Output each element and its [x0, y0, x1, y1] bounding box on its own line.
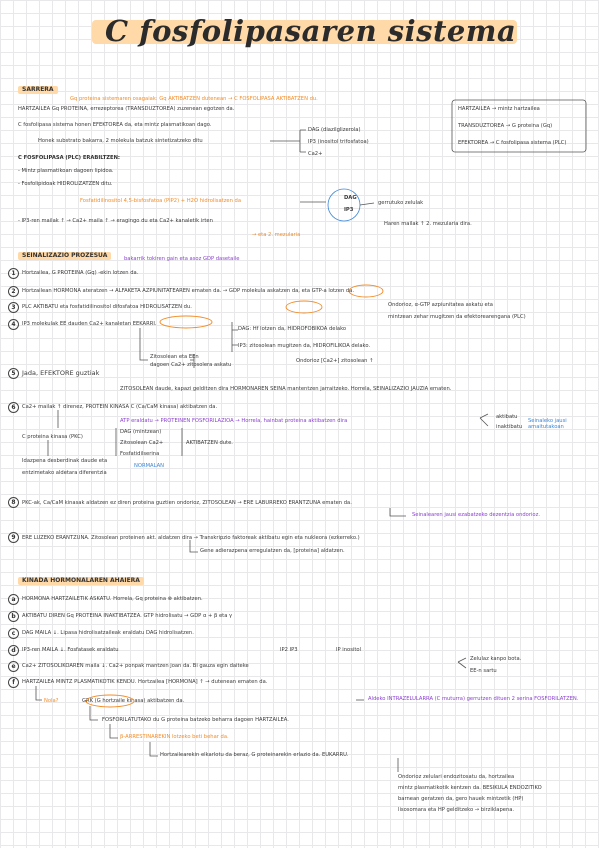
kinada-k4: IP3-ren MAILA ↓. Fosfatasek eraldatu	[22, 647, 119, 653]
kinada-k6i: barnean geratzen da, gero hauek mintzetik (HP)	[398, 796, 524, 802]
sarrera-right2: Haren mailak ↑ 2. mezularia dira.	[384, 221, 472, 227]
seinal-s1: Hortzailea, G PROTEINA (Gq) -ekin lotzen da.	[22, 270, 139, 276]
seinal-s6b: ATP eraldatu → PROTEINEN FOSFORILAZIOA → Horrela, hainbat proteina aktibatzen dira	[120, 418, 348, 424]
k-step-c: c	[8, 628, 19, 639]
seinal-s6d: inaktibatu	[496, 424, 523, 430]
sarrera-line9: - IP3-ren mailak ↑ → Ca2+ maila ↑ → eragingo du eta Ca2+ kanaletik irten	[18, 218, 213, 224]
ca-split	[458, 658, 466, 668]
box-line2: TRANSDUZTOREA → G proteina (Gq)	[458, 123, 553, 129]
seinal-s6c: aktibatu	[496, 414, 518, 420]
kinada-k4c: IP inositol	[336, 647, 362, 653]
sarrera-split2: IP3 (inositol trifosfatoa)	[308, 139, 369, 145]
kinada-k6c: Aldeko INTRAZELULARRA (C muturra) gerrutzen dituen 2 serina FOSFORILATZEN.	[368, 696, 579, 702]
summary-box	[452, 100, 586, 152]
step-9: 9	[8, 532, 19, 543]
kinada-k6: HARTZAILEA MINTZ PLASMATIKOTIK KENDU. Hortzailea [HORMONA] ↑ → dutenean ematen da.	[22, 679, 268, 685]
kinada-k1: HORMONA HARTZAILETIK ASKATU. Horrela, Gq proteina ⊗ aktibatzen.	[22, 596, 203, 602]
eukarru-arrow	[150, 742, 158, 756]
seinal-s4b: IP3: zitosolean mugitzen da, HIDROFILIKOA delako.	[238, 343, 371, 349]
gene-arrow	[190, 540, 198, 552]
sarrera-dag: DAG	[344, 195, 357, 201]
step-2: 2	[8, 286, 19, 297]
sarrera-line4: Honek substrato bakarra, 2 molekula batzuk sintetizatzeko ditu	[38, 138, 203, 144]
page-title: C fosfolipasaren sistema	[105, 14, 517, 48]
seinal-s6e: Seinaleko jausi amaitutakoan	[528, 418, 567, 430]
step-1: 1	[8, 268, 19, 279]
kinada-k6h: mintz plasmatikotik kentzen da. BESIKULA ENDOZITIKO	[398, 785, 542, 791]
kinada-k6e: β-ARRESTINAREKIN lotzeko beti behar da.	[120, 734, 229, 740]
kinada-k6d: FOSFORILATUTAKO du G proteina batzeko beharra dagoen HARTZAILEA.	[102, 717, 289, 723]
sarrera-line3: C fosfolipasa sistema honen EFEKTOREA da, eta mintz plasmatikoan dago.	[18, 122, 212, 128]
k-step-f: f	[8, 677, 19, 688]
seinal-s7e: AKTIBATZEN dute.	[186, 440, 233, 446]
step-5: 5	[8, 368, 19, 379]
seinal-s7d: Fosfatidilserina	[120, 451, 160, 457]
seinal-s4e: dagoen Ca2+ zitosolera askatu	[150, 362, 232, 368]
sarrera-line1: Gq proteina sistemaren osagaiak: Gq AKTIBATZEN dutenean → C FOSFOLIPASA AKTIBATZEN du.	[70, 96, 318, 102]
sarrera-split3: Ca2+	[308, 151, 323, 157]
split-bracket	[270, 130, 306, 152]
ca-channel-circle	[160, 316, 212, 328]
seinal-s5: Jada, EFEKTORE guztiak	[22, 369, 100, 377]
kinada-k6j: lisosomara eta HP gelditzeko → birziklapena.	[398, 807, 515, 813]
seinal-s8: PKC-ak, Ca/CaM kinasak aldatzen ez diren proteina guztien ondorioz, ZITOSOLEAN → ERE LABURREKO ERANTZUNA ematen da.	[22, 500, 352, 506]
sarrera-line7: - Fosfolipidoak HIDROLIZATZEN ditu.	[18, 181, 113, 187]
k-step-e: e	[8, 661, 19, 672]
seinal-s6: Ca2+ mailak ↑ direnez, PROTEIN KINASA C (Ca/CaM kinasa) aktibatzen da.	[22, 404, 218, 410]
step-6: 6	[8, 402, 19, 413]
sarrera-line10: → eta 2. mezularia	[252, 232, 301, 238]
ere-arrow	[390, 508, 406, 516]
seinal-s9: ERE LUZEKO ERANTZUNA. Zitosolean proteinen akt. aldatzen dira → Transkripzio faktoreak aktibatu egin eta nukleora (ezkerreko.)	[22, 535, 360, 541]
box-line1: HARTZAILEA → mintz hartzailea	[458, 106, 540, 112]
seinal-s3: PLC AKTIBATU eta fosfatidilinositol difosfatoa HIDROLISATZEN du.	[22, 304, 192, 310]
hydrol-circle	[286, 301, 322, 313]
box-line3: EFEKTOREA → C fosfolipasa sistema (PLC)	[458, 140, 567, 146]
kinada-k3: DAG MAILA ↓. Lipasa hidrolisatzaileak eraldatu DAG hidrolisatzen.	[22, 630, 194, 636]
gdp-circle	[349, 285, 383, 297]
arr-arrow	[110, 724, 118, 738]
seinal-note: bakarrik tokiren gain eta asoz GDP dasetaile	[124, 256, 240, 262]
sarrera-line8: Fosfatidilinositol 4,5-bisfosfatoa (PIP2) + H2O hidrolisatzen da	[80, 198, 242, 204]
k-step-d: d	[8, 645, 19, 656]
ca-bracket	[190, 354, 194, 368]
seinal-s7b: DAG (mintzean)	[120, 429, 162, 435]
seinal-s7f: NORMALAN	[134, 463, 165, 469]
seinal-s2b: Ondorioz, α-GTP azpiunitatea askatu eta	[388, 302, 493, 308]
kinada-k2: AKTIBATU DIREN Gq PROTEINA INAKTIBATZEA. GTP hidrolisatu → GDP α + β eta γ	[22, 613, 233, 619]
seinal-s7a: C proteina kinasa (PKC)	[22, 434, 83, 440]
kinada-k6g: Ondorioz zelulari endozitosatu da, hortzailea	[398, 774, 515, 780]
kinada-k6b: GRK (G hortzaile kinasa) aktibatzen da.	[82, 698, 185, 704]
pkc-bracket	[116, 428, 182, 456]
dag-ip3-circle	[328, 189, 360, 221]
seinal-s2c: mintzean zehar mugitzen da efektorearengana (PLC)	[388, 314, 526, 320]
arrow-products	[360, 203, 374, 205]
seinal-s7g: Idazpena desberdinak daude eta	[22, 458, 108, 464]
sarrera-split1: DAG (diazilglizerola)	[308, 127, 361, 133]
seinal-s7c: Zitosolean Ca2+	[120, 440, 164, 446]
seinal-s4a: DAG: Hf lotzen da, HIDROFOBIKOA delako	[238, 326, 347, 332]
step-8: 8	[8, 497, 19, 508]
sarrera-line5: C FOSFOLIPASA (PLC) ERABILTZEN:	[18, 155, 120, 161]
grk-circle	[86, 695, 134, 707]
nola-arrow	[36, 686, 42, 700]
kinada-k5c: EE-n sartu	[470, 668, 497, 674]
k-step-a: a	[8, 594, 19, 605]
seinal-s4d: Zitosolean eta EEn	[150, 354, 199, 360]
kinada-k6a: Nola?	[44, 698, 59, 704]
kinada-k5b: Zelulaz kanpo bota.	[470, 656, 522, 662]
seinal-s9b: Gene adierazpena erregulatzen da, [proteina] aldatzen.	[200, 548, 345, 554]
seinal-s7h: entzimetako aldetara diferentzia	[22, 470, 107, 476]
pkc-arrows	[48, 410, 58, 456]
sarrera-ip3: IP3	[344, 207, 354, 213]
section-sarrera: SARRERA	[18, 86, 58, 94]
fos-arrow	[90, 706, 98, 720]
dag-ip3-bracket	[232, 322, 238, 352]
kinada-k5: Ca2+ ZITOSOLIKOAREN maila ↓. Ca2+ ponpak mantzen joan da. Bi gauza egin daiteke	[22, 663, 249, 669]
sarrera-right1: gerrutuko zelulak	[378, 200, 424, 206]
section-seinalizazio: SEINALIZAZIO PROZESUA	[18, 252, 111, 260]
act-split	[480, 414, 488, 426]
step-3: 3	[8, 302, 19, 313]
seinal-s4c: Ondorioz [Ca2+] zitosolean ↑	[296, 358, 374, 364]
sarrera-line6: - Mintz plasmatikoan dagoen lipidoa.	[18, 168, 114, 174]
seinal-s2: Hortzailean HORMONA ateratzen → ALFAKETA AZPIUNITATEAREN ematen da. → GDP molekula askatzen da, eta GTP-a lotzen da.	[22, 288, 354, 294]
kinada-k4b: IP2 IP3	[280, 647, 298, 653]
sarrera-line2: HARTZAILEA Gq PROTEINA, errezeptorea (TRANSDUZTOREA) zuzenean egotzen da.	[18, 106, 235, 112]
seinal-s5b: ZITOSOLEAN daude, kapazi gelditzen dira HORMONAREN SEINA mantentzen jarraitzeko. Horrela, SEINALIZAZIO JAUZIA ematen.	[120, 386, 452, 392]
kinada-k6f: Hortzailearekin elkarlotu da beraz, G proteinarekin erlazio da. EUKARRU.	[160, 752, 349, 758]
step-4: 4	[8, 319, 19, 330]
seinal-s8b: Seinalearen jausi ezabatzeko dezentzia ondorioz.	[412, 512, 540, 518]
seinal-s4: IP3 molekulak EE dauden Ca2+ kanaletan EEKARRI.	[22, 321, 157, 327]
k-step-b: b	[8, 611, 19, 622]
ca-arrow	[140, 328, 148, 360]
section-kinada: KINADA HORMONALAREN AHAIERA	[18, 577, 144, 585]
